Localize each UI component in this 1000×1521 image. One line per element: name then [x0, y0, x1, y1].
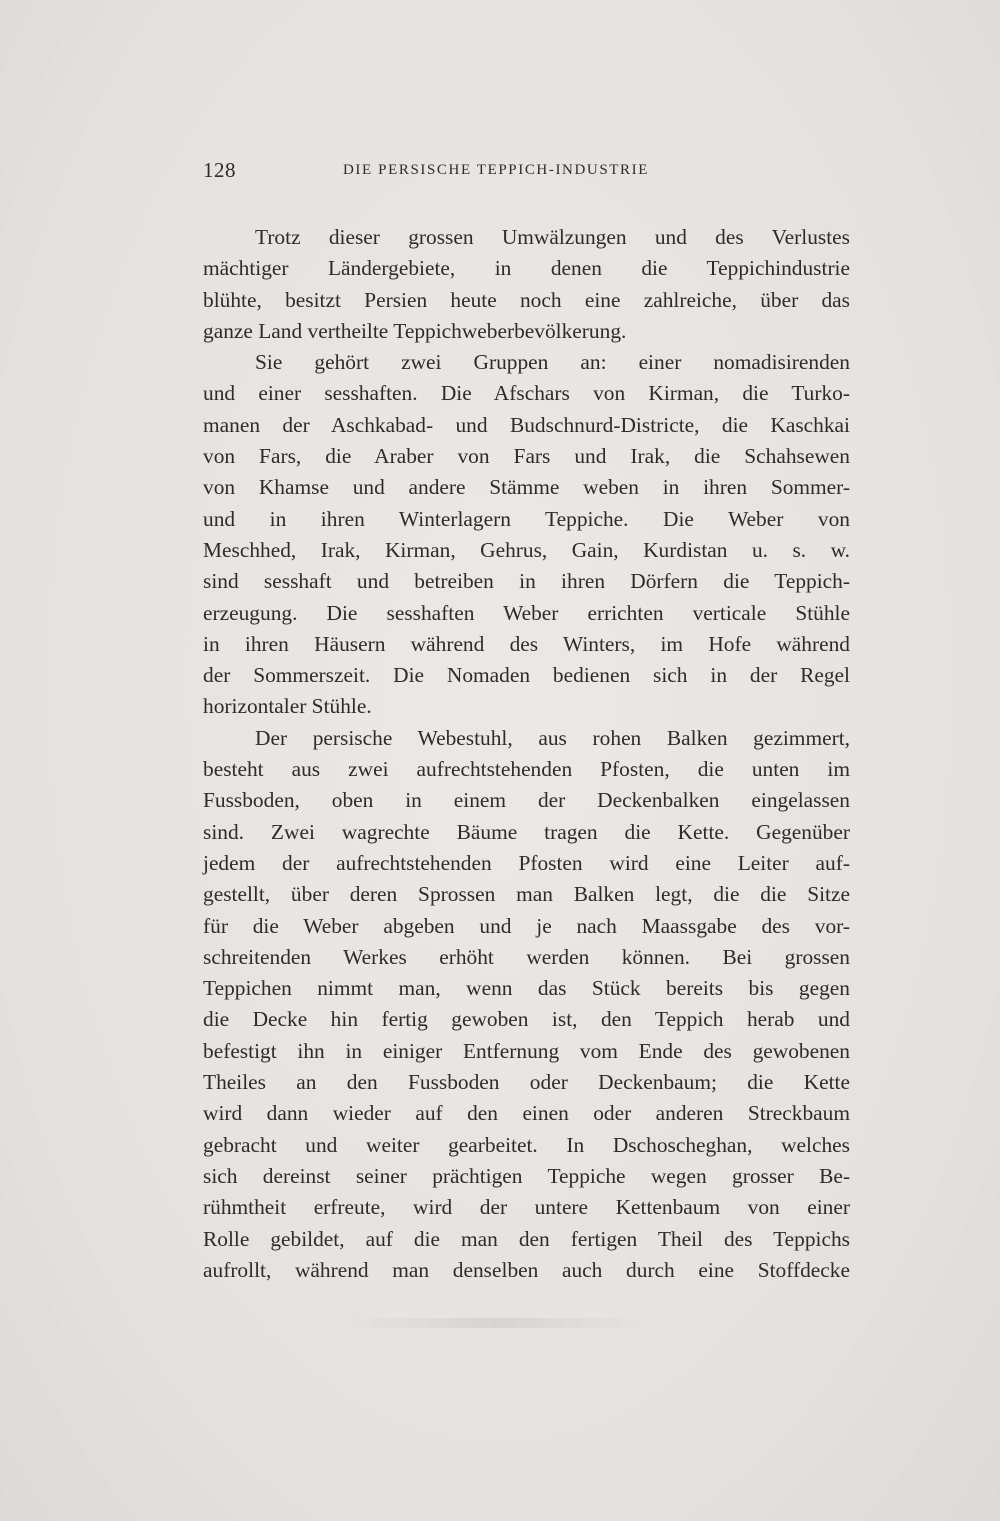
text-line: sich dereinst seiner prächtigen Teppiche wegen grosser Be- [203, 1163, 850, 1188]
body-text [203, 222, 850, 1286]
text-line: schreitenden Werkes erhöht werden können. Bei grossen [203, 944, 850, 969]
text-line: Meschhed, Irak, Kirman, Gehrus, Gain, Kurdistan u. s. w. [203, 537, 850, 562]
text-line: der Sommerszeit. Die Nomaden bedienen sich in der Regel [203, 663, 850, 688]
text-line: ganze Land vertheilte Teppichweberbevölkerung. [203, 318, 627, 343]
text-line: besteht aus zwei aufrechtstehenden Pfosten, die unten im [203, 757, 850, 782]
text-line: Fussboden, oben in einem der Deckenbalken eingelassen [203, 788, 850, 813]
text-line: befestigt ihn in einiger Entfernung vom Ende des gewobenen [203, 1038, 850, 1063]
text-line: Theiles an den Fussboden oder Deckenbaum; die Kette [203, 1070, 850, 1095]
text-line: und in ihren Winterlagern Teppiche. Die Weber von [203, 506, 850, 531]
text-line: für die Weber abgeben und je nach Maassgabe des vor- [203, 913, 850, 938]
running-title: DIE PERSISCHE TEPPICH-INDUSTRIE [343, 162, 650, 178]
running-head [203, 158, 850, 188]
text-line: wird dann wieder auf den einen oder anderen Streckbaum [203, 1101, 850, 1126]
print-smudge [345, 1318, 645, 1328]
text-line: rühmtheit erfreute, wird der untere Kettenbaum von einer [203, 1195, 850, 1220]
text-line: jedem der aufrechtstehenden Pfosten wird eine Leiter auf- [203, 850, 850, 875]
text-line: mächtiger Ländergebiete, in denen die Teppichindustrie [203, 256, 850, 281]
text-line: sind sesshaft und betreiben in ihren Dörfern die Teppich- [203, 569, 850, 594]
text-line: Der persische Webestuhl, aus rohen Balken gezimmert, [255, 725, 850, 750]
text-line: sind. Zwei wagrechte Bäume tragen die Kette. Gegenüber [203, 819, 850, 844]
text-line: die Decke hin fertig gewoben ist, den Teppich herab und [203, 1007, 850, 1032]
text-line: blühte, besitzt Persien heute noch eine zahlreiche, über das [203, 287, 850, 312]
text-line: von Khamse und andere Stämme weben in ihren Sommer- [203, 475, 850, 500]
text-line: horizontaler Stühle. [203, 694, 372, 719]
text-line: von Fars, die Araber von Fars und Irak, die Schahsewen [203, 444, 850, 469]
text-line: Trotz dieser grossen Umwälzungen und des Verlustes [255, 225, 850, 249]
text-line: Rolle gebildet, auf die man den fertigen Theil des Teppichs [203, 1226, 850, 1251]
text-line: Sie gehört zwei Gruppen an: einer nomadisirenden [255, 350, 850, 375]
page-number: 128 [203, 158, 236, 182]
text-line: und einer sesshaften. Die Afschars von Kirman, die Turko- [203, 381, 850, 406]
text-line: gebracht und weiter gearbeitet. In Dschoscheghan, welches [203, 1132, 850, 1157]
text-line: aufrollt, während man denselben auch durch eine Stoffdecke [203, 1257, 850, 1282]
text-line: in ihren Häusern während des Winters, im Hofe während [203, 631, 850, 656]
text-line: manen der Aschkabad- und Budschnurd-Districte, die Kaschkai [203, 412, 850, 437]
text-line: erzeugung. Die sesshaften Weber errichten verticale Stühle [203, 600, 850, 625]
text-line: Teppichen nimmt man, wenn das Stück bereits bis gegen [203, 976, 850, 1001]
text-line: gestellt, über deren Sprossen man Balken legt, die die Sitze [203, 882, 850, 907]
